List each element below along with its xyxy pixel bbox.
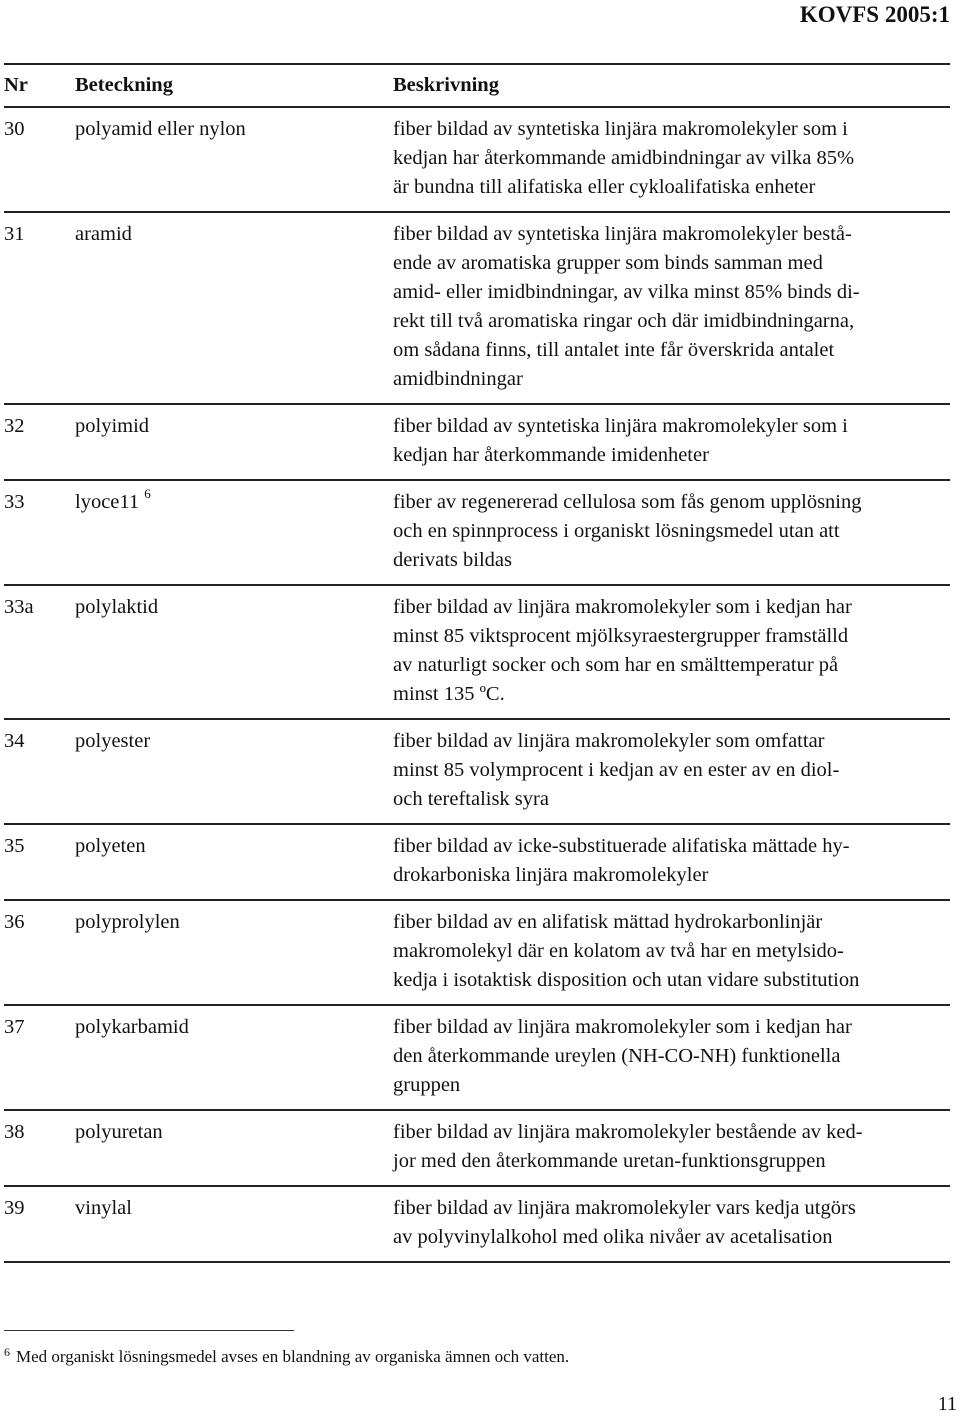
footnote [4,1346,569,1369]
row-beteckning [75,412,393,470]
description-line: fiber bildad av icke-substituerade alifatiska mättade hy- [393,835,850,857]
description-line: jor med den återkommande uretan-funktionsgruppen [393,1150,826,1172]
description-line: och en spinnprocess i organiskt lösningsmedel utan att [393,520,840,542]
description-line: och tereftalisk syra [393,788,549,810]
row-beteckning-text: polyuretan [75,1121,163,1143]
table-row [4,405,950,481]
row-beskrivning [393,1013,950,1100]
description-line: av polyvinylalkohol med olika nivåer av acetalisation [393,1226,833,1248]
row-nr: 32 [4,415,25,437]
table-row [4,901,950,1006]
row-nr: 31 [4,223,25,245]
row-beteckning-text: polyimid [75,415,150,437]
row-beskrivning [393,1194,950,1252]
row-beskrivning [393,115,950,202]
description-line: drokarboniska linjära makromolekyler [393,864,709,886]
description-line: den återkommande ureylen (NH-CO-NH) funktionella [393,1045,841,1067]
row-beteckning-text: polyester [75,730,151,752]
description-line: minst 85 volymprocent i kedjan av en ester av en diol- [393,759,840,781]
description-line: fiber bildad av linjära makromolekyler bestående av ked- [393,1121,863,1143]
table-row [4,720,950,825]
row-beteckning [75,1118,393,1176]
row-nr: 33 [4,491,25,513]
row-beskrivning [393,908,950,995]
description-line: amidbindningar [393,368,523,390]
row-beskrivning [393,220,950,394]
table-row [4,481,950,586]
row-beskrivning [393,832,950,890]
header-nr: Nr [4,74,28,96]
description-line: fiber bildad av linjära makromolekyler som omfattar [393,730,825,752]
table-header-row [4,65,950,108]
description-line: är bundna till alifatiska eller cykloalifatiska enheter [393,176,816,198]
row-beskrivning [393,593,950,709]
table-row [4,1187,950,1263]
row-beteckning [75,115,393,202]
row-beskrivning [393,1118,950,1176]
description-line: fiber av regenererad cellulosa som fås genom upplösning [393,491,862,513]
row-beteckning [75,593,393,709]
row-beteckning-text: vinylal [75,1197,132,1219]
description-line: fiber bildad av linjära makromolekyler vars kedja utgörs [393,1197,856,1219]
row-beteckning [75,1013,393,1100]
table-row [4,1111,950,1187]
description-line: makromolekyl där en kolatom av två har en metylsido- [393,940,844,962]
row-nr: 36 [4,911,25,933]
row-nr: 34 [4,730,25,752]
description-line: gruppen [393,1074,461,1096]
description-line: rekt till två aromatiska ringar och där imidbindningarna, [393,310,855,332]
row-beteckning-text: polykarbamid [75,1016,189,1038]
table-row [4,1006,950,1111]
description-line: kedjan har återkommande imidenheter [393,444,709,466]
table-row [4,586,950,720]
row-nr: 38 [4,1121,25,1143]
row-beskrivning [393,727,950,814]
row-beteckning-text: lyoce11 [75,491,140,513]
footnote-mark: 6 [4,1345,10,1359]
row-beteckning-text: polylaktid [75,596,159,618]
description-line: kedja i isotaktisk disposition och utan vidare substitution [393,969,860,991]
description-line: fiber bildad av linjära makromolekyler som i kedjan har [393,596,852,618]
header-beteckning: Beteckning [75,74,173,96]
row-beteckning [75,1194,393,1252]
document-id: KOVFS 2005:1 [799,2,950,27]
fiber-table [4,63,950,1263]
row-beteckning-text: polyamid eller nylon [75,118,246,140]
description-line: om sådana finns, till antalet inte får överskrida antalet [393,339,835,361]
description-line: minst 135 ºC. [393,683,505,705]
header-beskrivning: Beskrivning [393,74,499,96]
row-beteckning [75,908,393,995]
row-nr: 30 [4,118,25,140]
footnote-divider [4,1330,294,1331]
row-nr: 35 [4,835,25,857]
description-line: fiber bildad av linjära makromolekyler som i kedjan har [393,1016,852,1038]
table-row [4,213,950,405]
footnote-text: Med organiskt lösningsmedel avses en blandning av organiska ämnen och vatten. [16,1347,570,1366]
description-line: fiber bildad av syntetiska linjära makromolekyler som i [393,118,848,140]
description-line: kedjan har återkommande amidbindningar av vilka 85% [393,147,855,169]
table-row [4,825,950,901]
row-nr: 33a [4,596,34,618]
row-beteckning-text: polyprolylen [75,911,180,933]
description-line: fiber bildad av en alifatisk mättad hydrokarbonlinjär [393,911,823,933]
row-beteckning [75,727,393,814]
row-beteckning [75,220,393,394]
description-line: ende av aromatiska grupper som binds samman med [393,252,823,274]
row-beteckning-text: polyeten [75,835,146,857]
description-line: minst 85 viktsprocent mjölksyraestergrupper framställd [393,625,849,647]
footnote-reference: 6 [144,486,151,502]
table-body [4,108,950,1263]
row-beskrivning [393,488,950,575]
row-beteckning-text: aramid [75,223,132,245]
row-beteckning [75,832,393,890]
table-row [4,108,950,213]
description-line: fiber bildad av syntetiska linjära makromolekyler bestå- [393,223,852,245]
description-line: amid- eller imidbindningar, av vilka minst 85% binds di- [393,281,860,303]
row-beteckning [75,488,393,575]
description-line: derivats bildas [393,549,512,571]
page-number: 11 [937,1393,957,1415]
description-line: av naturligt socker och som har en smälttemperatur på [393,654,839,676]
description-line: fiber bildad av syntetiska linjära makromolekyler som i [393,415,848,437]
row-nr: 39 [4,1197,25,1219]
row-nr: 37 [4,1016,25,1038]
row-beskrivning [393,412,950,470]
